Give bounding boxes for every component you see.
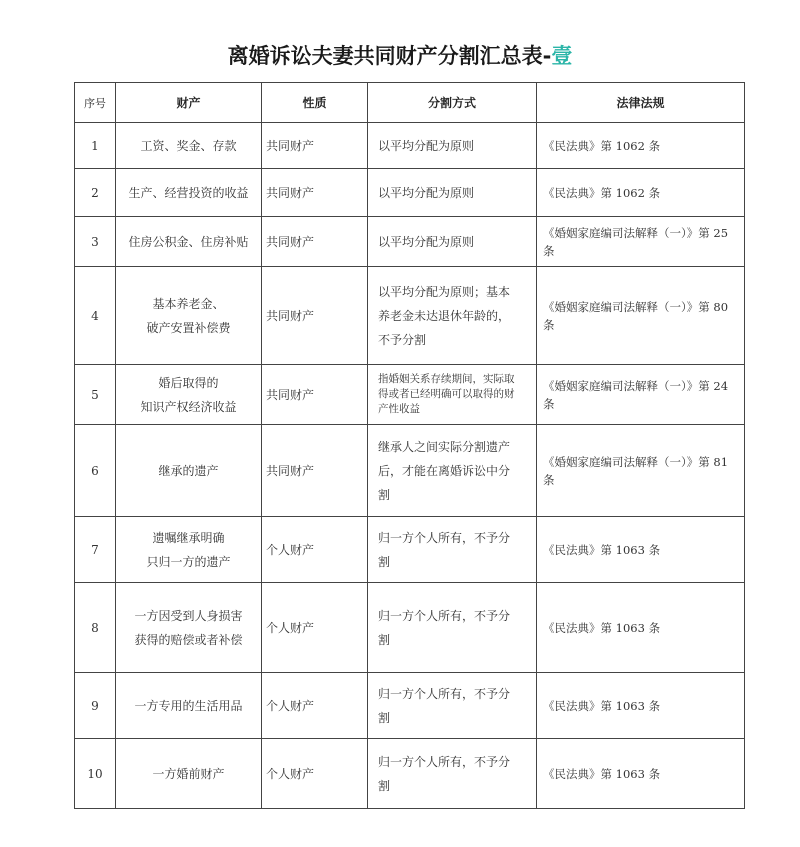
division-method-cell (368, 365, 537, 425)
header-property: 财产 (116, 83, 262, 123)
division-method-text-line: 以平均分配为原则 (378, 234, 475, 249)
legal-basis-text-line: 《婚姻家庭编司法解释（一）》第 25 (543, 225, 729, 240)
division-method-text-line: 割 (378, 554, 391, 569)
serial-number-cell: 4 (75, 267, 116, 365)
serial-number-cell: 6 (75, 425, 116, 517)
legal-basis-cell (537, 517, 745, 583)
legal-basis-cell (537, 425, 745, 517)
division-method-cell (368, 517, 537, 583)
title-main: 离婚诉讼夫妻共同财产分割汇总表- (227, 44, 552, 68)
property-text-line: 基本养老金、 (152, 296, 225, 311)
division-method-text-line: 割 (378, 487, 391, 502)
property-cell (116, 169, 262, 217)
division-method-text-line: 归一方个人所有，不予分 (378, 754, 511, 769)
legal-basis-text-line: 《民法典》第 1063 条 (543, 698, 661, 713)
table-row (75, 673, 745, 739)
header-division-method: 分割方式 (368, 83, 537, 123)
legal-basis-cell (537, 739, 745, 809)
division-method-text-line: 割 (378, 632, 391, 647)
division-method-text-line: 归一方个人所有，不予分 (378, 530, 511, 545)
property-text-line: 一方专用的生活用品 (134, 698, 243, 713)
property-cell (116, 739, 262, 809)
division-method-text-line: 以平均分配为原则 (378, 138, 475, 153)
legal-basis-text-line: 《民法典》第 1062 条 (543, 185, 661, 200)
legal-basis-text-line: 条 (543, 243, 555, 258)
division-method-cell (368, 673, 537, 739)
table-row (75, 739, 745, 809)
division-method-text-line: 割 (378, 710, 391, 725)
serial-number-cell: 3 (75, 217, 116, 267)
legal-basis-cell (537, 123, 745, 169)
serial-number-cell: 5 (75, 365, 116, 425)
property-text-line: 继承的遗产 (158, 463, 219, 478)
legal-basis-text-line: 《民法典》第 1062 条 (543, 138, 661, 153)
nature-cell: 个人财产 (262, 673, 368, 739)
property-text-line: 破产安置补偿费 (146, 320, 231, 335)
legal-basis-cell (537, 673, 745, 739)
division-method-text-line: 以平均分配为原则；基本 (378, 284, 511, 299)
header-nature: 性质 (262, 83, 368, 123)
serial-number-cell: 10 (75, 739, 116, 809)
nature-cell: 共同财产 (262, 217, 368, 267)
nature-cell: 个人财产 (262, 517, 368, 583)
nature-cell: 共同财产 (262, 123, 368, 169)
nature-cell: 个人财产 (262, 739, 368, 809)
table-row (75, 123, 745, 169)
division-method-cell (368, 267, 537, 365)
table-row (75, 583, 745, 673)
division-method-text-line: 养老金未达退休年龄的， (378, 308, 511, 323)
table-row (75, 425, 745, 517)
property-cell (116, 673, 262, 739)
property-cell (116, 267, 262, 365)
division-method-cell (368, 739, 537, 809)
page-title (0, 40, 800, 70)
legal-basis-cell (537, 267, 745, 365)
property-cell (116, 583, 262, 673)
division-method-cell (368, 123, 537, 169)
legal-basis-text-line: 《婚姻家庭编司法解释（一）》第 24 (543, 378, 729, 393)
division-method-text-line: 得或者已经明确可以取得的财 (378, 388, 515, 400)
serial-number-cell: 2 (75, 169, 116, 217)
nature-cell: 共同财产 (262, 169, 368, 217)
division-method-text-line: 后，才能在离婚诉讼中分 (378, 463, 511, 478)
legal-basis-text-line: 《民法典》第 1063 条 (543, 542, 661, 557)
serial-number-cell: 9 (75, 673, 116, 739)
division-method-text-line: 不予分割 (378, 332, 427, 347)
legal-basis-text-line: 《民法典》第 1063 条 (543, 620, 661, 635)
property-text-line: 住房公积金、住房补贴 (128, 234, 249, 249)
property-cell (116, 217, 262, 267)
table-row (75, 365, 745, 425)
nature-cell: 共同财产 (262, 425, 368, 517)
legal-basis-cell (537, 583, 745, 673)
property-text-line: 获得的赔偿或者补偿 (134, 632, 243, 647)
property-cell (116, 365, 262, 425)
property-cell (116, 123, 262, 169)
nature-cell: 个人财产 (262, 583, 368, 673)
division-method-cell (368, 169, 537, 217)
legal-basis-cell (537, 365, 745, 425)
property-text-line: 遗嘱继承明确 (152, 530, 225, 545)
header-legal-basis: 法律法规 (537, 83, 745, 123)
property-cell (116, 517, 262, 583)
header-serial-number: 序号 (75, 83, 116, 123)
division-method-text-line: 割 (378, 778, 391, 793)
table-row (75, 517, 745, 583)
legal-basis-text-line: 条 (543, 396, 555, 411)
legal-basis-text-line: 条 (543, 472, 555, 487)
nature-cell: 共同财产 (262, 365, 368, 425)
property-text-line: 工资、奖金、存款 (140, 138, 237, 153)
legal-basis-text-line: 条 (543, 317, 555, 332)
property-cell (116, 425, 262, 517)
division-method-text-line: 产性收益 (378, 403, 420, 415)
division-method-text-line: 归一方个人所有，不予分 (378, 686, 511, 701)
legal-basis-cell (537, 169, 745, 217)
table-row (75, 169, 745, 217)
table-row (75, 217, 745, 267)
legal-basis-text-line: 《民法典》第 1063 条 (543, 766, 661, 781)
serial-number-cell: 1 (75, 123, 116, 169)
division-method-text-line: 指婚姻关系存续期间，实际取 (378, 373, 515, 385)
legal-basis-cell (537, 217, 745, 267)
division-method-cell (368, 217, 537, 267)
property-division-table (74, 82, 745, 809)
property-text-line: 一方婚前财产 (152, 766, 225, 781)
legal-basis-text-line: 《婚姻家庭编司法解释（一）》第 81 (543, 454, 729, 469)
division-method-text-line: 继承人之间实际分割遗产 (378, 439, 511, 454)
serial-number-cell: 8 (75, 583, 116, 673)
division-method-text-line: 以平均分配为原则 (378, 185, 475, 200)
property-text-line: 只归一方的遗产 (146, 554, 231, 569)
nature-cell: 共同财产 (262, 267, 368, 365)
property-text-line: 知识产权经济收益 (140, 399, 237, 414)
property-text-line: 一方因受到人身损害 (134, 608, 243, 623)
division-method-cell (368, 583, 537, 673)
serial-number-cell: 7 (75, 517, 116, 583)
division-method-text-line: 归一方个人所有，不予分 (378, 608, 511, 623)
division-method-cell (368, 425, 537, 517)
property-text-line: 婚后取得的 (158, 375, 219, 390)
table-row (75, 267, 745, 365)
table-header-row (75, 83, 745, 123)
legal-basis-text-line: 《婚姻家庭编司法解释（一）》第 80 (543, 299, 729, 314)
title-accent: 壹 (551, 44, 573, 68)
property-text-line: 生产、经营投资的收益 (128, 185, 249, 200)
